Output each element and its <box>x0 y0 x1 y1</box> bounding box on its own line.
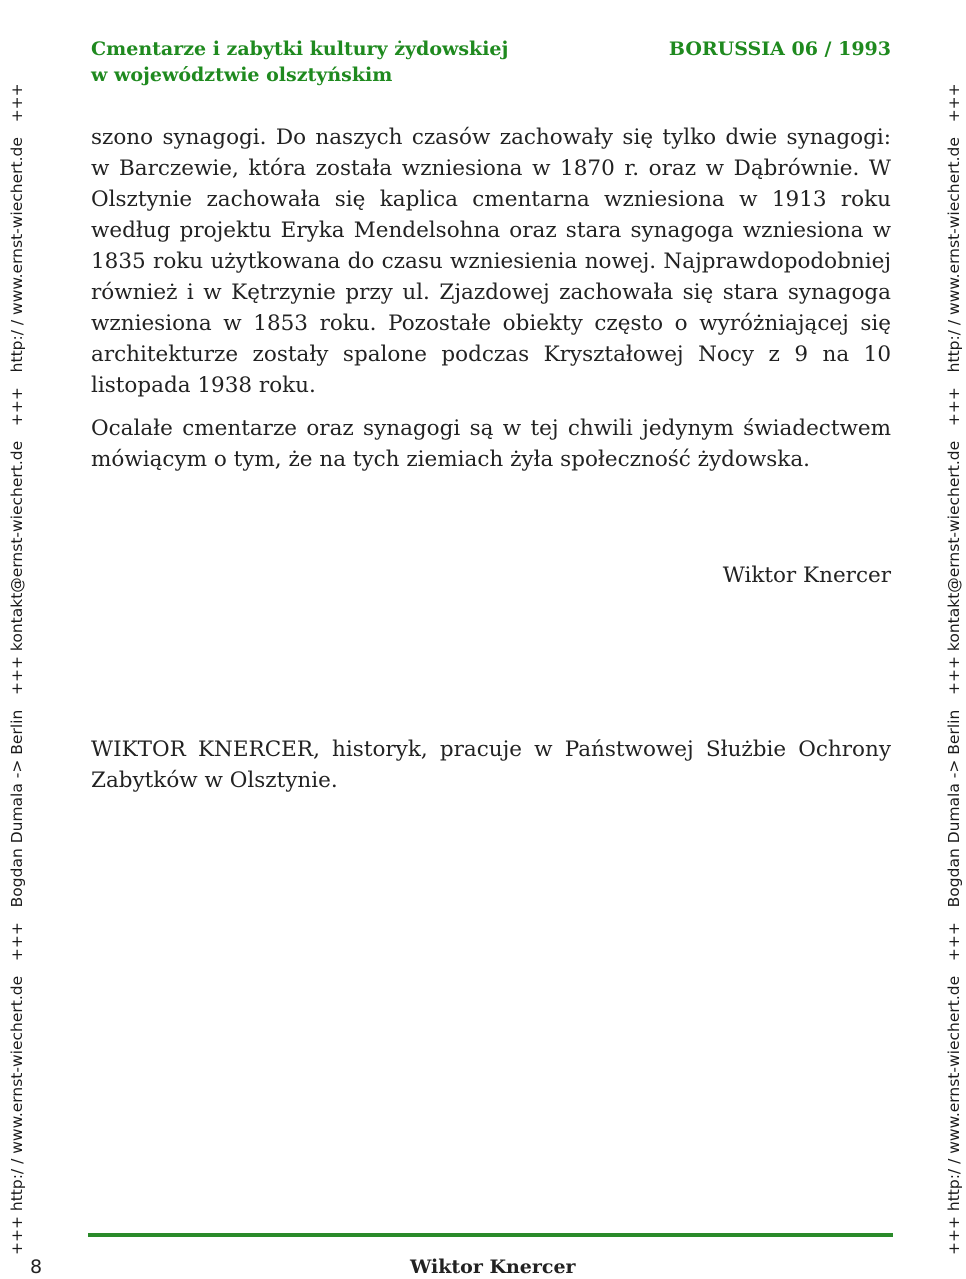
footer-divider <box>88 1233 893 1237</box>
paragraph-1: szono synagogi. Do naszych czasów zachowały się tylko dwie synagogi: w Barczewie, która została wzniesiona w 1870 r. oraz w Dąbrównie. W Olsztynie zachowała się kaplica cmentarna wzniesiona w 1913 roku według projektu Eryka Mendelsohna oraz stara synagoga wzniesiona w 1835 roku użytkowana do czasu wzniesienia nowej. Najprawdopodobniej również i w Kętrzynie przy ul. Zjazdowej zachowała się stara synagoga wzniesiona w 1853 roku. Pozostałe obiekty często o wyróżniającej się architekturze zostały spalone podczas Kryształowej Nocy z 9 na 10 listopada 1938 roku. <box>91 125 891 398</box>
footer-author: Wiktor Knercer <box>410 1256 576 1278</box>
side-watermark-left: +++ http:/ / www.ernst-wiechert.de +++ Bogdan Dumala -> Berlin +++ kontakt@ernst-wiechert.de +++ http:/ / www.ernst-wiechert.de +++ <box>8 83 26 1255</box>
header-title-line1: Cmentarze i zabytki kultury żydowskiej <box>91 38 509 60</box>
author-signature: Wiktor Knercer <box>722 563 891 588</box>
header-journal: BORUSSIA 06 / 1993 <box>668 38 891 60</box>
author-bio: WIKTOR KNERCER, historyk, pracuje w Państwowej Służbie Ochrony Zabytków w Olsztynie. <box>91 737 891 793</box>
paragraph-2: Ocalałe cmentarze oraz synagogi są w tej chwili jedynym świadectwem mówiącym o tym, że na tych ziemiach żyła społeczność żydowska. <box>91 416 891 472</box>
article-body <box>91 122 891 487</box>
header-title <box>91 36 611 88</box>
header-title-line2: w województwie olsztyńskim <box>91 64 393 86</box>
page-number: 8 <box>30 1256 43 1278</box>
side-watermark-right: +++ http:/ / www.ernst-wiechert.de +++ Bogdan Dumala -> Berlin +++ kontakt@ernst-wiechert.de +++ http:/ / www.ernst-wiechert.de +++ <box>945 83 963 1255</box>
